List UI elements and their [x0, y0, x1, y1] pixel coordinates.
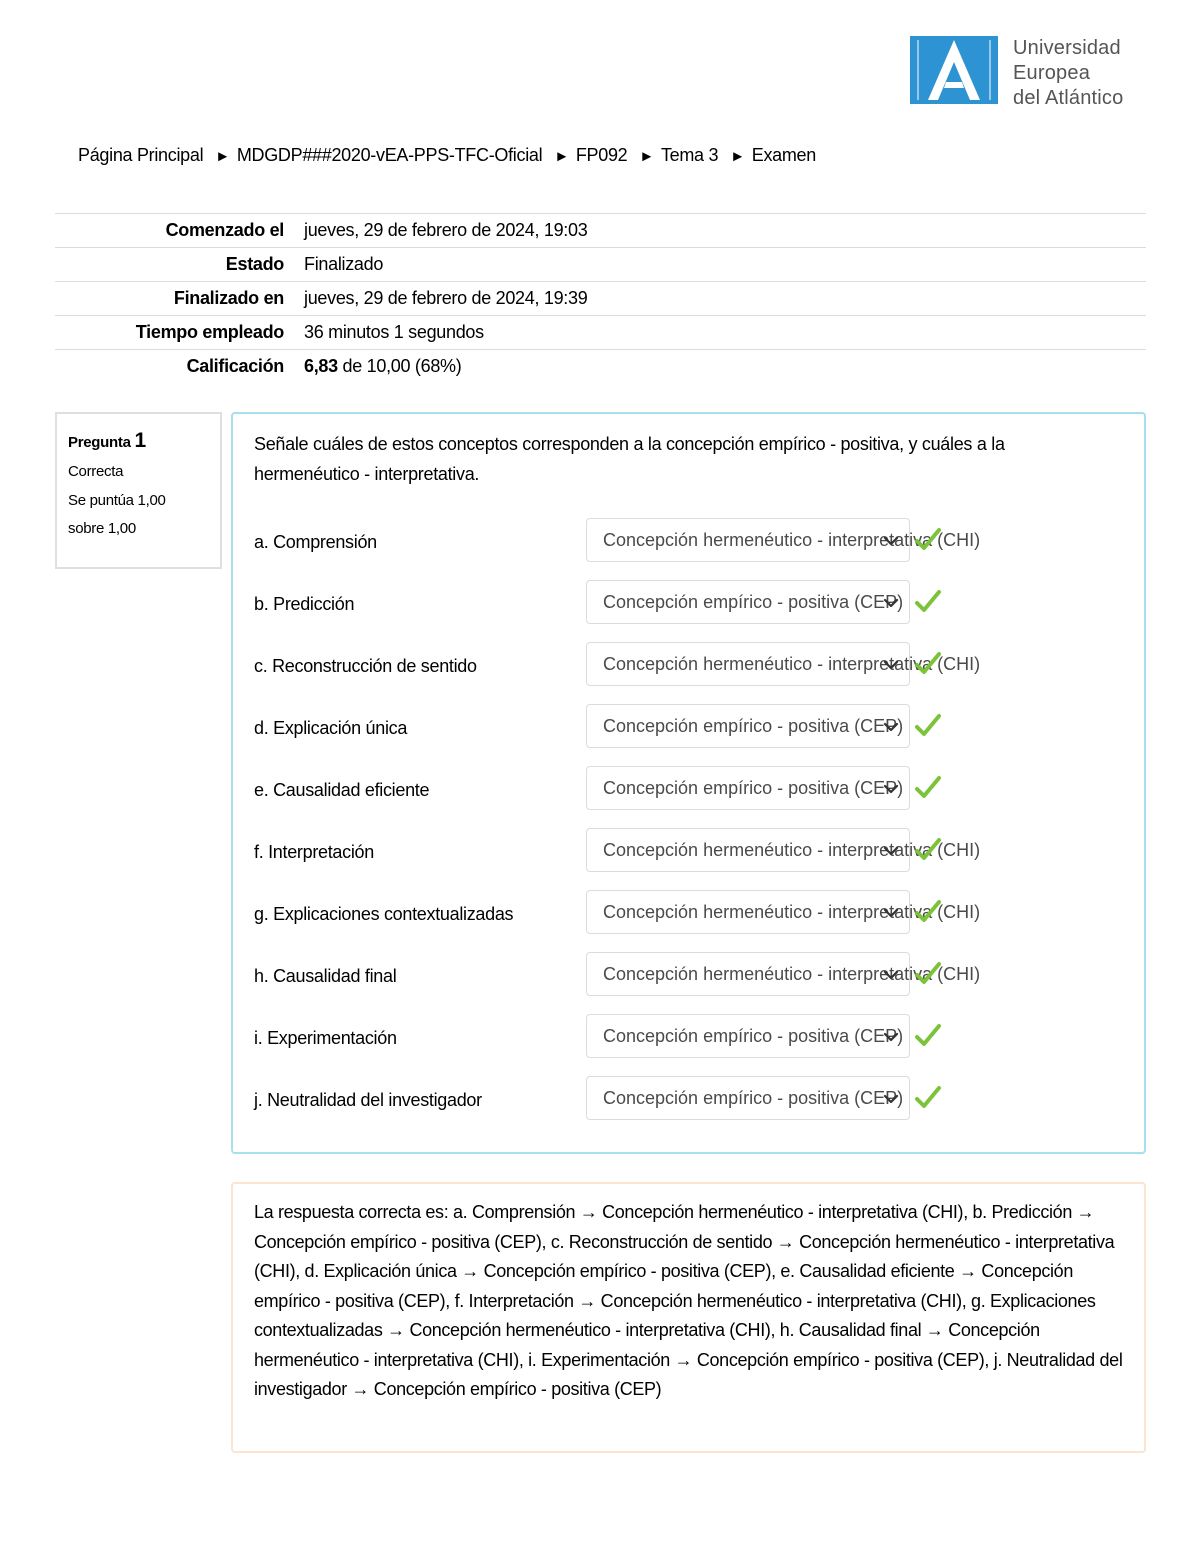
- logo-line: Europea: [1013, 62, 1091, 84]
- answer-select-value: Concepción hermenéutico - interpretativa (CHI): [603, 964, 981, 984]
- answer-select[interactable]: [586, 890, 981, 934]
- breadcrumb-link-home[interactable]: Página Principal: [78, 145, 204, 165]
- chevron-down-icon: [881, 717, 901, 737]
- answer-label: d. Explicación única: [254, 718, 408, 738]
- answer-label: h. Causalidad final: [254, 966, 397, 986]
- answer-select-value: Concepción hermenéutico - interpretativa (CHI): [603, 840, 981, 860]
- breadcrumb-link-course[interactable]: MDGDP###2020-vEA-PPS-TFC-Oficial: [236, 145, 543, 165]
- chevron-down-icon: [881, 903, 901, 923]
- university-logo: [910, 36, 1150, 108]
- check-icon: [914, 960, 942, 988]
- summary-value: Finalizado: [304, 254, 384, 274]
- answer-label: b. Predicción: [254, 594, 355, 614]
- answer-select[interactable]: [586, 1076, 910, 1120]
- breadcrumb-link-topic[interactable]: Tema 3: [660, 145, 719, 165]
- answer-row: [254, 518, 1134, 568]
- question-score: sobre 1,00: [68, 520, 136, 537]
- answer-select[interactable]: [586, 1014, 910, 1058]
- answer-select[interactable]: [586, 704, 910, 748]
- grade-value: 6,83: [304, 356, 338, 376]
- logo-mark: [910, 36, 998, 104]
- answer-select-value: Concepción empírico - positiva (CEP): [603, 778, 904, 798]
- check-icon: [914, 1084, 942, 1112]
- breadcrumb-separator-icon: ►: [215, 148, 230, 165]
- summary-key: Finalizado en: [173, 288, 284, 308]
- question-info: [55, 412, 222, 569]
- answer-row: [254, 642, 1134, 692]
- answer-select-value: Concepción empírico - positiva (CEP): [603, 592, 904, 612]
- logo-line: Universidad: [1013, 37, 1121, 59]
- answer-select[interactable]: [586, 828, 981, 872]
- summary-key: Comenzado el: [165, 220, 284, 240]
- answer-select-value: Concepción empírico - positiva (CEP): [603, 1026, 904, 1046]
- summary-row-grade: [55, 350, 1146, 384]
- summary-value: jueves, 29 de febrero de 2024, 19:03: [304, 220, 588, 240]
- chevron-down-icon: [881, 1027, 901, 1047]
- check-icon: [914, 836, 942, 864]
- summary-row-time-taken: [55, 316, 1146, 350]
- answer-select[interactable]: [586, 642, 981, 686]
- answer-row: [254, 1014, 1134, 1064]
- logo-text: [1013, 36, 1123, 111]
- check-icon: [914, 712, 942, 740]
- answer-row: [254, 766, 1134, 816]
- answer-select[interactable]: [586, 766, 910, 810]
- chevron-down-icon: [881, 655, 901, 675]
- chevron-down-icon: [881, 779, 901, 799]
- chevron-down-icon: [881, 531, 901, 551]
- chevron-down-icon: [881, 593, 901, 613]
- answer-label: f. Interpretación: [254, 842, 374, 862]
- summary-key: Tiempo empleado: [135, 322, 284, 342]
- summary-value: jueves, 29 de febrero de 2024, 19:39: [304, 288, 588, 308]
- check-icon: [914, 650, 942, 678]
- correct-answer-feedback: La respuesta correcta es: a. Comprensión → Concepción hermenéutico - interpretativa (CHI), b. Predicción → Concepción empírico - positiva (CEP), c. Reconstrucción de sentido → Concepción hermenéutico - interpretativa (CHI), d. Explicación única → Concepción empírico - positiva (CEP), e. Causalidad eficiente → Concepción empírico - positiva (CEP), f. Interpretación → Concepción hermenéutico - interpretativa (CHI), g. Explicaciones contextualizadas → Concepción hermenéutico - interpretativa (CHI), h. Causalidad final → Concepción hermenéutico - interpretativa (CHI), i. Experimentación → Concepción empírico - positiva (CEP), j. Neutralidad del investigador → Concepción empírico - positiva (CEP): [231, 1182, 1146, 1453]
- answer-row: [254, 580, 1134, 630]
- answer-row: [254, 952, 1134, 1002]
- question-number: [68, 426, 220, 457]
- answer-row: [254, 1076, 1134, 1126]
- summary-row-finished: [55, 282, 1146, 316]
- answer-select-value: Concepción hermenéutico - interpretativa (CHI): [603, 530, 981, 550]
- chevron-down-icon: [881, 1089, 901, 1109]
- summary-value: [304, 350, 1146, 384]
- answer-label: g. Explicaciones contextualizadas: [254, 904, 514, 924]
- summary-key: Estado: [225, 254, 284, 274]
- attempt-summary-table: [55, 213, 1146, 383]
- question-text: Señale cuáles de estos conceptos corresponden a la concepción empírico - positiva, y cuáles a la hermenéutico - interpretativa.: [254, 434, 1005, 484]
- chevron-down-icon: [881, 841, 901, 861]
- breadcrumb-link-module[interactable]: FP092: [575, 145, 628, 165]
- answer-label: j. Neutralidad del investigador: [254, 1090, 482, 1110]
- answer-select-value: Concepción empírico - positiva (CEP): [603, 716, 904, 736]
- question-status: Correcta: [68, 463, 124, 480]
- check-icon: [914, 588, 942, 616]
- breadcrumb: [78, 145, 816, 166]
- breadcrumb-link-exam[interactable]: Examen: [751, 145, 816, 165]
- check-icon: [914, 1022, 942, 1050]
- logo-line: del Atlántico: [1013, 87, 1124, 109]
- summary-value: 36 minutos 1 segundos: [304, 322, 484, 342]
- answer-row: [254, 828, 1134, 878]
- answer-select-value: Concepción hermenéutico - interpretativa (CHI): [603, 654, 981, 674]
- check-icon: [914, 526, 942, 554]
- answer-select[interactable]: [586, 952, 981, 996]
- check-icon: [914, 774, 942, 802]
- answer-row: [254, 704, 1134, 754]
- question-score: Se puntúa 1,00: [68, 492, 166, 509]
- answer-label: e. Causalidad eficiente: [254, 780, 430, 800]
- answer-label: c. Reconstrucción de sentido: [254, 656, 477, 676]
- answer-label: a. Comprensión: [254, 532, 377, 552]
- breadcrumb-separator-icon: ►: [639, 148, 654, 165]
- answer-row: [254, 890, 1134, 940]
- answer-label: i. Experimentación: [254, 1028, 397, 1048]
- question-label: Pregunta: [68, 434, 131, 451]
- check-icon: [914, 898, 942, 926]
- breadcrumb-separator-icon: ►: [730, 148, 745, 165]
- answer-select[interactable]: [586, 580, 910, 624]
- answer-select-value: Concepción empírico - positiva (CEP): [603, 1088, 904, 1108]
- answer-select-value: Concepción hermenéutico - interpretativa (CHI): [603, 902, 981, 922]
- summary-row-started: [55, 214, 1146, 248]
- question-number-value: 1: [134, 429, 146, 452]
- summary-key: Calificación: [186, 356, 284, 376]
- chevron-down-icon: [881, 965, 901, 985]
- summary-row-state: [55, 248, 1146, 282]
- breadcrumb-separator-icon: ►: [554, 148, 569, 165]
- answer-select[interactable]: [586, 518, 981, 562]
- grade-total: de 10,00 (68%): [337, 356, 462, 376]
- question-content: [231, 412, 1146, 1154]
